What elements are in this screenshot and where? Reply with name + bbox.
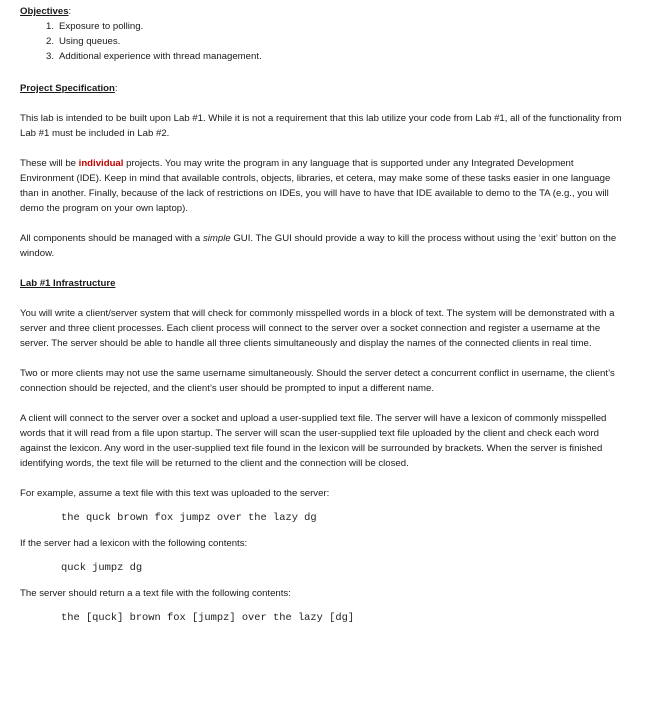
lab1-paragraph-1: You will write a client/server system that will check for commonly misspelled words in a block of text. The system will be demonstrated with a server and three client processes. Each client process will connect to the server over a socket connection and register a username at the server. The server should be able to handle all three clients simultaneously and display the names of the connected clients in real time. — [20, 308, 615, 349]
individual-emphasis: individual — [78, 158, 124, 169]
example-intro: For example, assume a text file with this text was uploaded to the server: — [20, 488, 330, 499]
project-spec-paragraph-1: This lab is intended to be built upon Lab #1. While it is not a requirement that this lab utilize your code from Lab #1, all of the functionality from Lab #1 must be included in Lab #2. — [20, 113, 622, 139]
project-spec-paragraph-2 — [20, 156, 626, 216]
objective-item — [20, 34, 626, 49]
lab1-heading-line — [20, 276, 626, 291]
objectives-heading-line — [20, 4, 626, 19]
document-page — [20, 4, 626, 626]
para2-after: projects. You may write the program in any language that is supported under any Integrated Development Environment (IDE). Keep in mind that available controls, objects, libraries, et cetera, may make some of these tasks easier in one language than in another. Finally, because of the lack of restrictions on IDEs, you will have to have that IDE available to demo to the TA (e.g., you will demo the program on your own laptop). — [20, 158, 611, 214]
objectives-list — [20, 19, 626, 64]
objective-number: 2. — [45, 36, 54, 47]
lexicon-intro: If the server had a lexicon with the following contents: — [20, 538, 248, 549]
result-intro: The server should return a a text file with the following contents: — [20, 588, 291, 599]
objective-text: Using queues. — [59, 36, 121, 47]
objectives-heading-colon: : — [68, 6, 72, 17]
result-text-code: the [quck] brown fox [jumpz] over the lazy [dg] — [61, 612, 355, 624]
objective-text: Exposure to polling. — [59, 21, 144, 32]
objective-text: Additional experience with thread management. — [59, 51, 262, 62]
project-spec-heading-line — [20, 81, 626, 96]
example-text-code: the quck brown fox jumpz over the lazy dg — [61, 512, 317, 524]
objectives-heading: Objectives — [20, 6, 69, 17]
project-spec-heading: Project Specification — [20, 83, 115, 94]
para2-before: These will be — [20, 158, 79, 169]
project-spec-paragraph-3 — [20, 231, 626, 261]
para3-before: All components should be managed with a — [20, 233, 203, 244]
lab1-heading: Lab #1 Infrastructure — [20, 278, 116, 289]
objective-item — [20, 19, 626, 34]
lab1-paragraph-3: A client will connect to the server over a socket and upload a user-supplied text file. The server will have a lexicon of commonly misspelled words that it will read from a file upon startup. The server will scan the user-supplied text file uploaded by the client and check each word against the lexicon. Any word in the user-supplied text file found in the lexicon will be surrounded by brackets. When the server is finished identifying words, the text file will be returned to the client and the connection will be closed. — [20, 413, 607, 469]
lab1-paragraph-2: Two or more clients may not use the same username simultaneously. Should the server detect a concurrent conflict in username, the client’s connection should be rejected, and the client’s user should be prompted to input a different name. — [20, 368, 615, 394]
objective-number: 1. — [45, 21, 54, 32]
simple-emphasis: simple — [202, 233, 231, 244]
project-spec-heading-colon: : — [114, 83, 118, 94]
para3-after: GUI. The GUI should provide a way to kill the process without using the ‘exit’ button on the window. — [20, 233, 617, 259]
lexicon-text-code: quck jumpz dg — [61, 562, 143, 574]
objective-number: 3. — [45, 51, 54, 62]
objective-item — [20, 49, 626, 64]
